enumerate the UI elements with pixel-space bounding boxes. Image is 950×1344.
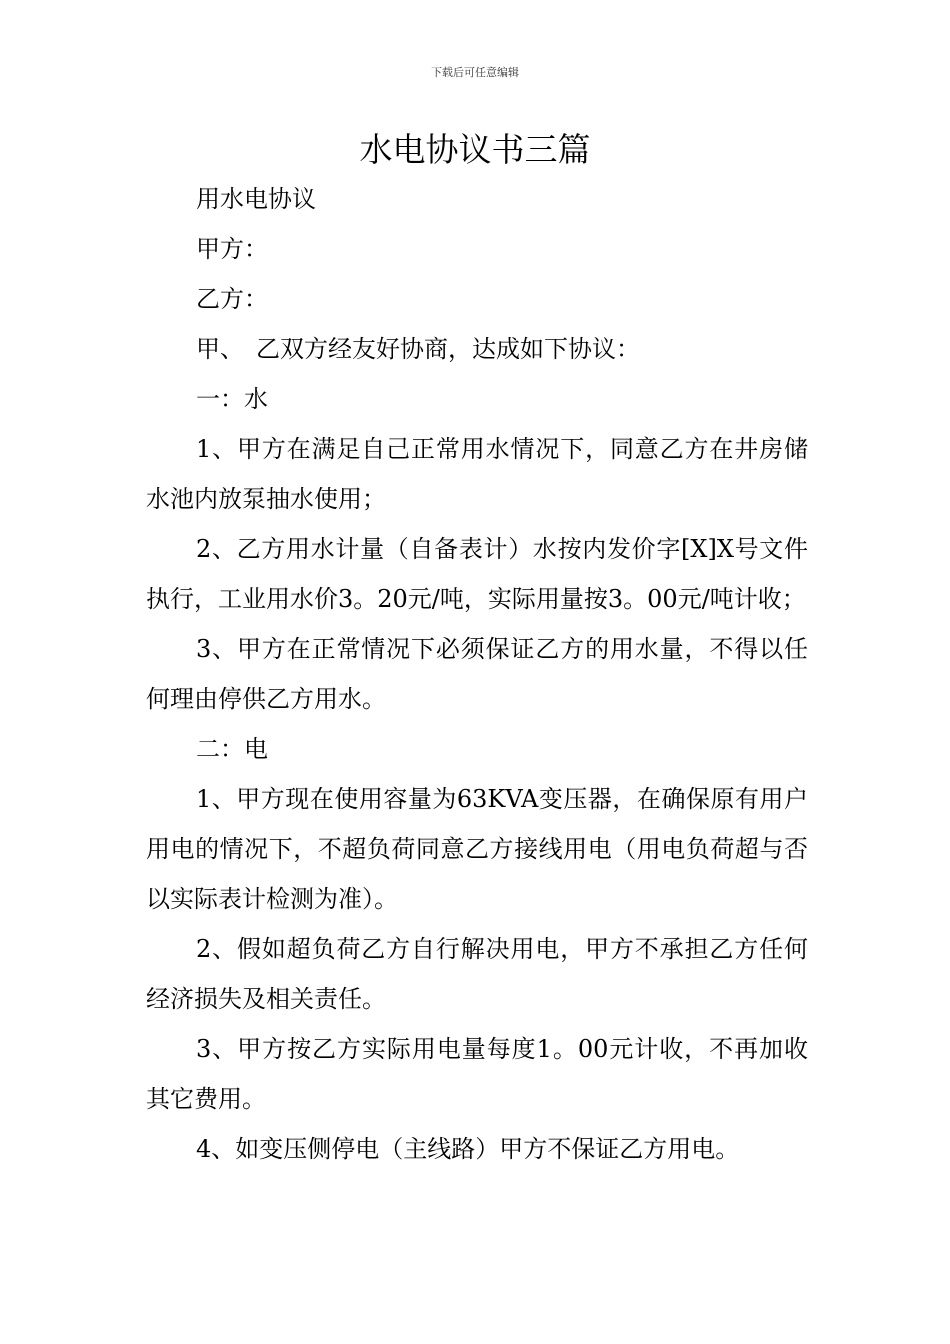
section-electricity-heading: 二：电 <box>196 735 268 763</box>
header-note: 下载后可任意编辑 <box>431 66 519 79</box>
party-b-line: 乙方： <box>196 285 268 313</box>
water-clause-2: 2、乙方用水计量（自备表计）水按内发价字[X]X号文件执行，工业用水价3。20元/吨，实际用量按3。00元/吨计收； <box>146 535 808 613</box>
electricity-clause-2: 2、假如超负荷乙方自行解决用电，甲方不承担乙方任何经济损失及相关责任。 <box>146 935 808 1013</box>
party-a-line: 甲方： <box>196 235 268 263</box>
document-title: 水电协议书三篇 <box>359 130 591 169</box>
water-clause-1: 1、甲方在满足自己正常用水情况下，同意乙方在井房储水池内放泵抽水使用； <box>146 435 808 513</box>
electricity-clause-1: 1、甲方现在使用容量为63KVA变压器，在确保原有用户用电的情况下，不超负荷同意乙方接线用电（用电负荷超与否以实际表计检测为准）。 <box>146 785 808 913</box>
electricity-clause-4: 4、如变压侧停电（主线路）甲方不保证乙方用电。 <box>196 1135 740 1163</box>
section-water-heading: 一：水 <box>196 385 268 413</box>
electricity-clause-3: 3、甲方按乙方实际用电量每度1。00元计收，不再加收其它费用。 <box>146 1035 808 1113</box>
section-heading: 用水电协议 <box>196 185 316 213</box>
document-body <box>146 174 808 1174</box>
water-clause-3: 3、甲方在正常情况下必须保证乙方的用水量，不得以任何理由停供乙方用水。 <box>146 635 808 713</box>
agreement-intro: 甲、 乙双方经友好协商，达成如下协议： <box>196 335 640 363</box>
